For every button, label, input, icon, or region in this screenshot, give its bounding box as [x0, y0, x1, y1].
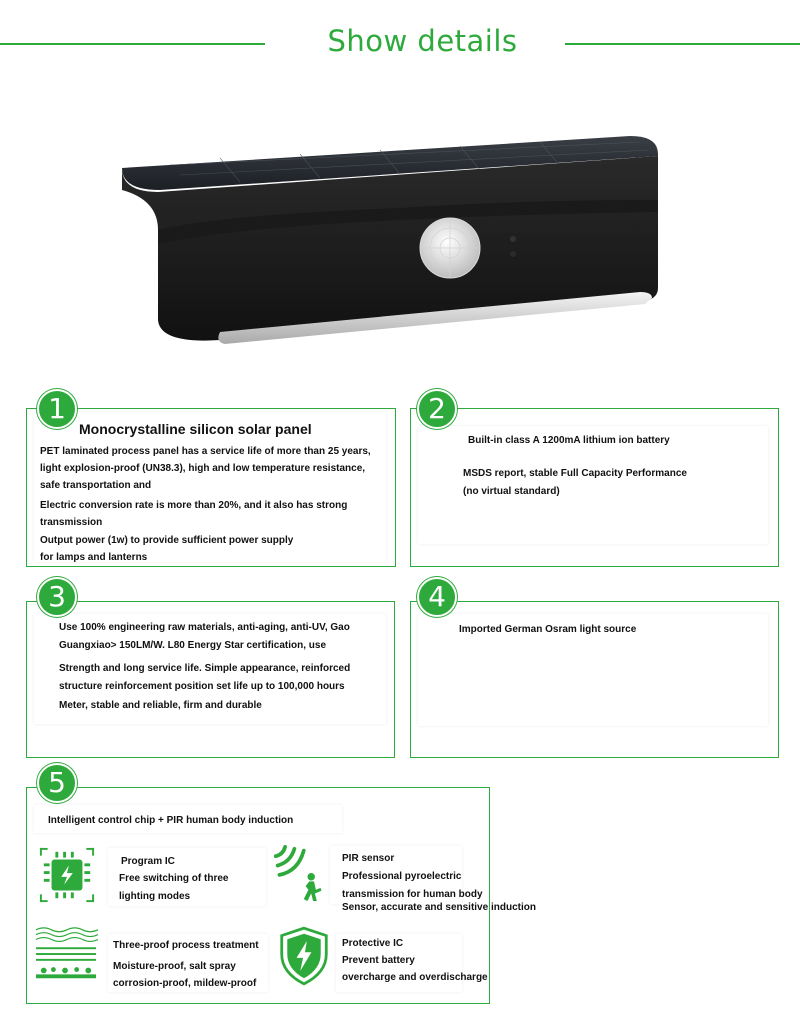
section-2-badge: 2 — [417, 389, 457, 429]
section-1-line: Electric conversion rate is more than 20%, and it also has strong — [40, 500, 348, 511]
pir-sensor-icon — [272, 842, 328, 904]
section-1-heading: Monocrystalline silicon solar panel — [79, 421, 312, 437]
solar-light-product-image — [100, 120, 700, 360]
section-3-line: Strength and long service life. Simple appearance, reinforced — [59, 663, 351, 674]
section-5-badge: 5 — [37, 763, 77, 803]
section-1-badge: 1 — [37, 389, 77, 429]
section-1-line: transmission — [40, 517, 103, 528]
chip-icon — [38, 846, 96, 904]
feature-pir-sensor-line: Professional pyroelectric — [342, 871, 462, 882]
section-3-line: structure reinforcement position set life up to 100,000 hours — [59, 681, 345, 692]
header-line-left — [0, 43, 265, 45]
section-5-heading: Intelligent control chip + PIR human body induction — [48, 815, 294, 826]
feature-pir-sensor-line: transmission for human body — [342, 889, 483, 900]
section-2-line: (no virtual standard) — [463, 486, 560, 497]
feature-protective-ic-line: overcharge and overdischarge — [342, 972, 488, 983]
feature-protective-ic-line: Prevent battery — [342, 955, 415, 966]
feature-pir-sensor-line: PIR sensor — [342, 853, 395, 864]
feature-protective-ic-line: Protective IC — [342, 938, 404, 949]
section-3-line: Meter, stable and reliable, firm and durable — [59, 700, 262, 711]
section-1-line: safe transportation and — [40, 480, 152, 491]
section-4-line: Imported German Osram light source — [459, 624, 637, 635]
section-3-badge: 3 — [37, 577, 77, 617]
header-line-right — [565, 43, 800, 45]
feature-three-proof-line: Three-proof process treatment — [113, 940, 259, 951]
section-1-line: Output power (1w) to provide sufficient power supply — [40, 535, 294, 546]
feature-pir-sensor-line: Sensor, accurate and sensitive induction — [342, 902, 536, 913]
section-2-line: Built-in class A 1200mA lithium ion battery — [468, 435, 670, 446]
page-title: Show details — [327, 24, 518, 58]
feature-three-proof-line: Moisture-proof, salt spray — [113, 961, 236, 972]
section-1-line: light explosion-proof (UN38.3), high and low temperature resistance, — [40, 463, 366, 474]
shield-bolt-icon — [278, 926, 330, 986]
feature-program-ic-line: lighting modes — [119, 891, 191, 902]
section-1-line: PET laminated process panel has a service life of more than 25 years, — [40, 446, 371, 457]
section-3-line: Use 100% engineering raw materials, anti-aging, anti-UV, Gao — [59, 622, 350, 633]
three-proof-icon — [32, 924, 100, 986]
section-1-line: for lamps and lanterns — [40, 552, 148, 563]
section-2-line: MSDS report, stable Full Capacity Performance — [463, 468, 687, 479]
feature-program-ic-line: Program IC — [121, 856, 175, 867]
section-3-line: Guangxiao> 150LM/W. L80 Energy Star certification, use — [59, 640, 327, 651]
feature-program-ic-line: Free switching of three — [119, 873, 229, 884]
feature-three-proof-line: corrosion-proof, mildew-proof — [113, 978, 257, 989]
section-4-badge: 4 — [417, 577, 457, 617]
